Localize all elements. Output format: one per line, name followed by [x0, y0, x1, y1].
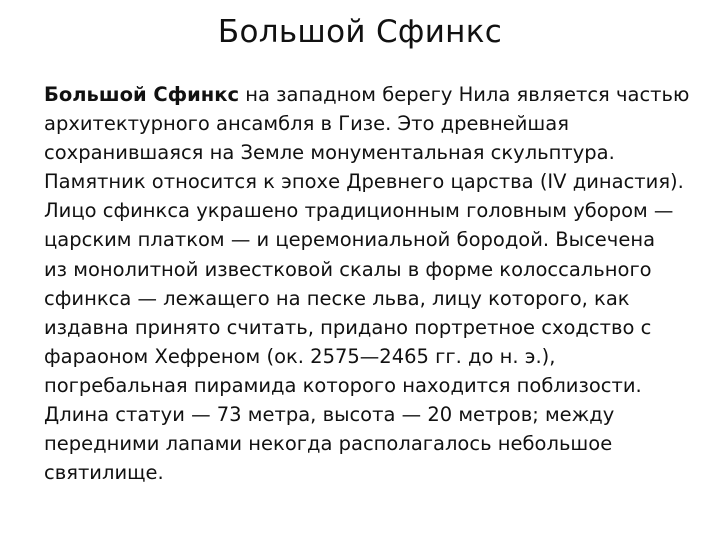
body-line-4: Памятник относится к эпохе Древнего царства (IV династия).: [44, 170, 684, 194]
body-paragraph: [44, 80, 694, 487]
body-line-9: издавна принято считать, придано портретное сходство с: [44, 315, 652, 339]
body-line-3: сохранившаяся на Земле монументальная скульптура.: [44, 141, 615, 165]
body-line-8: сфинкса — лежащего на песке льва, лицу которого, как: [44, 286, 630, 310]
body-line-13: передними лапами некогда располагалось небольшое: [44, 432, 613, 456]
body-line-11: погребальная пирамида которого находится поблизости.: [44, 373, 642, 397]
body-line-7: из монолитной известковой скалы в форме колоссального: [44, 257, 652, 281]
body-line-6: царским платком — и церемониальной бородой. Высечена: [44, 228, 656, 252]
body-line-12: Длина статуи — 73 метра, высота — 20 метров; между: [44, 403, 615, 427]
body-line-14: святилище.: [44, 461, 164, 485]
body-line-2: архитектурного ансамбля в Гизе. Это древнейшая: [44, 112, 569, 136]
slide-title: Большой Сфинкс: [217, 14, 503, 50]
lead-term: Большой Сфинкс: [44, 83, 240, 106]
body-line-10: фараоном Хефреном (ок. 2575—2465 гг. до н. э.),: [44, 344, 556, 368]
body-line-5: Лицо сфинкса украшено традиционным головным убором —: [44, 199, 674, 223]
body-line-1: на западном берегу Нила является частью: [239, 83, 690, 106]
